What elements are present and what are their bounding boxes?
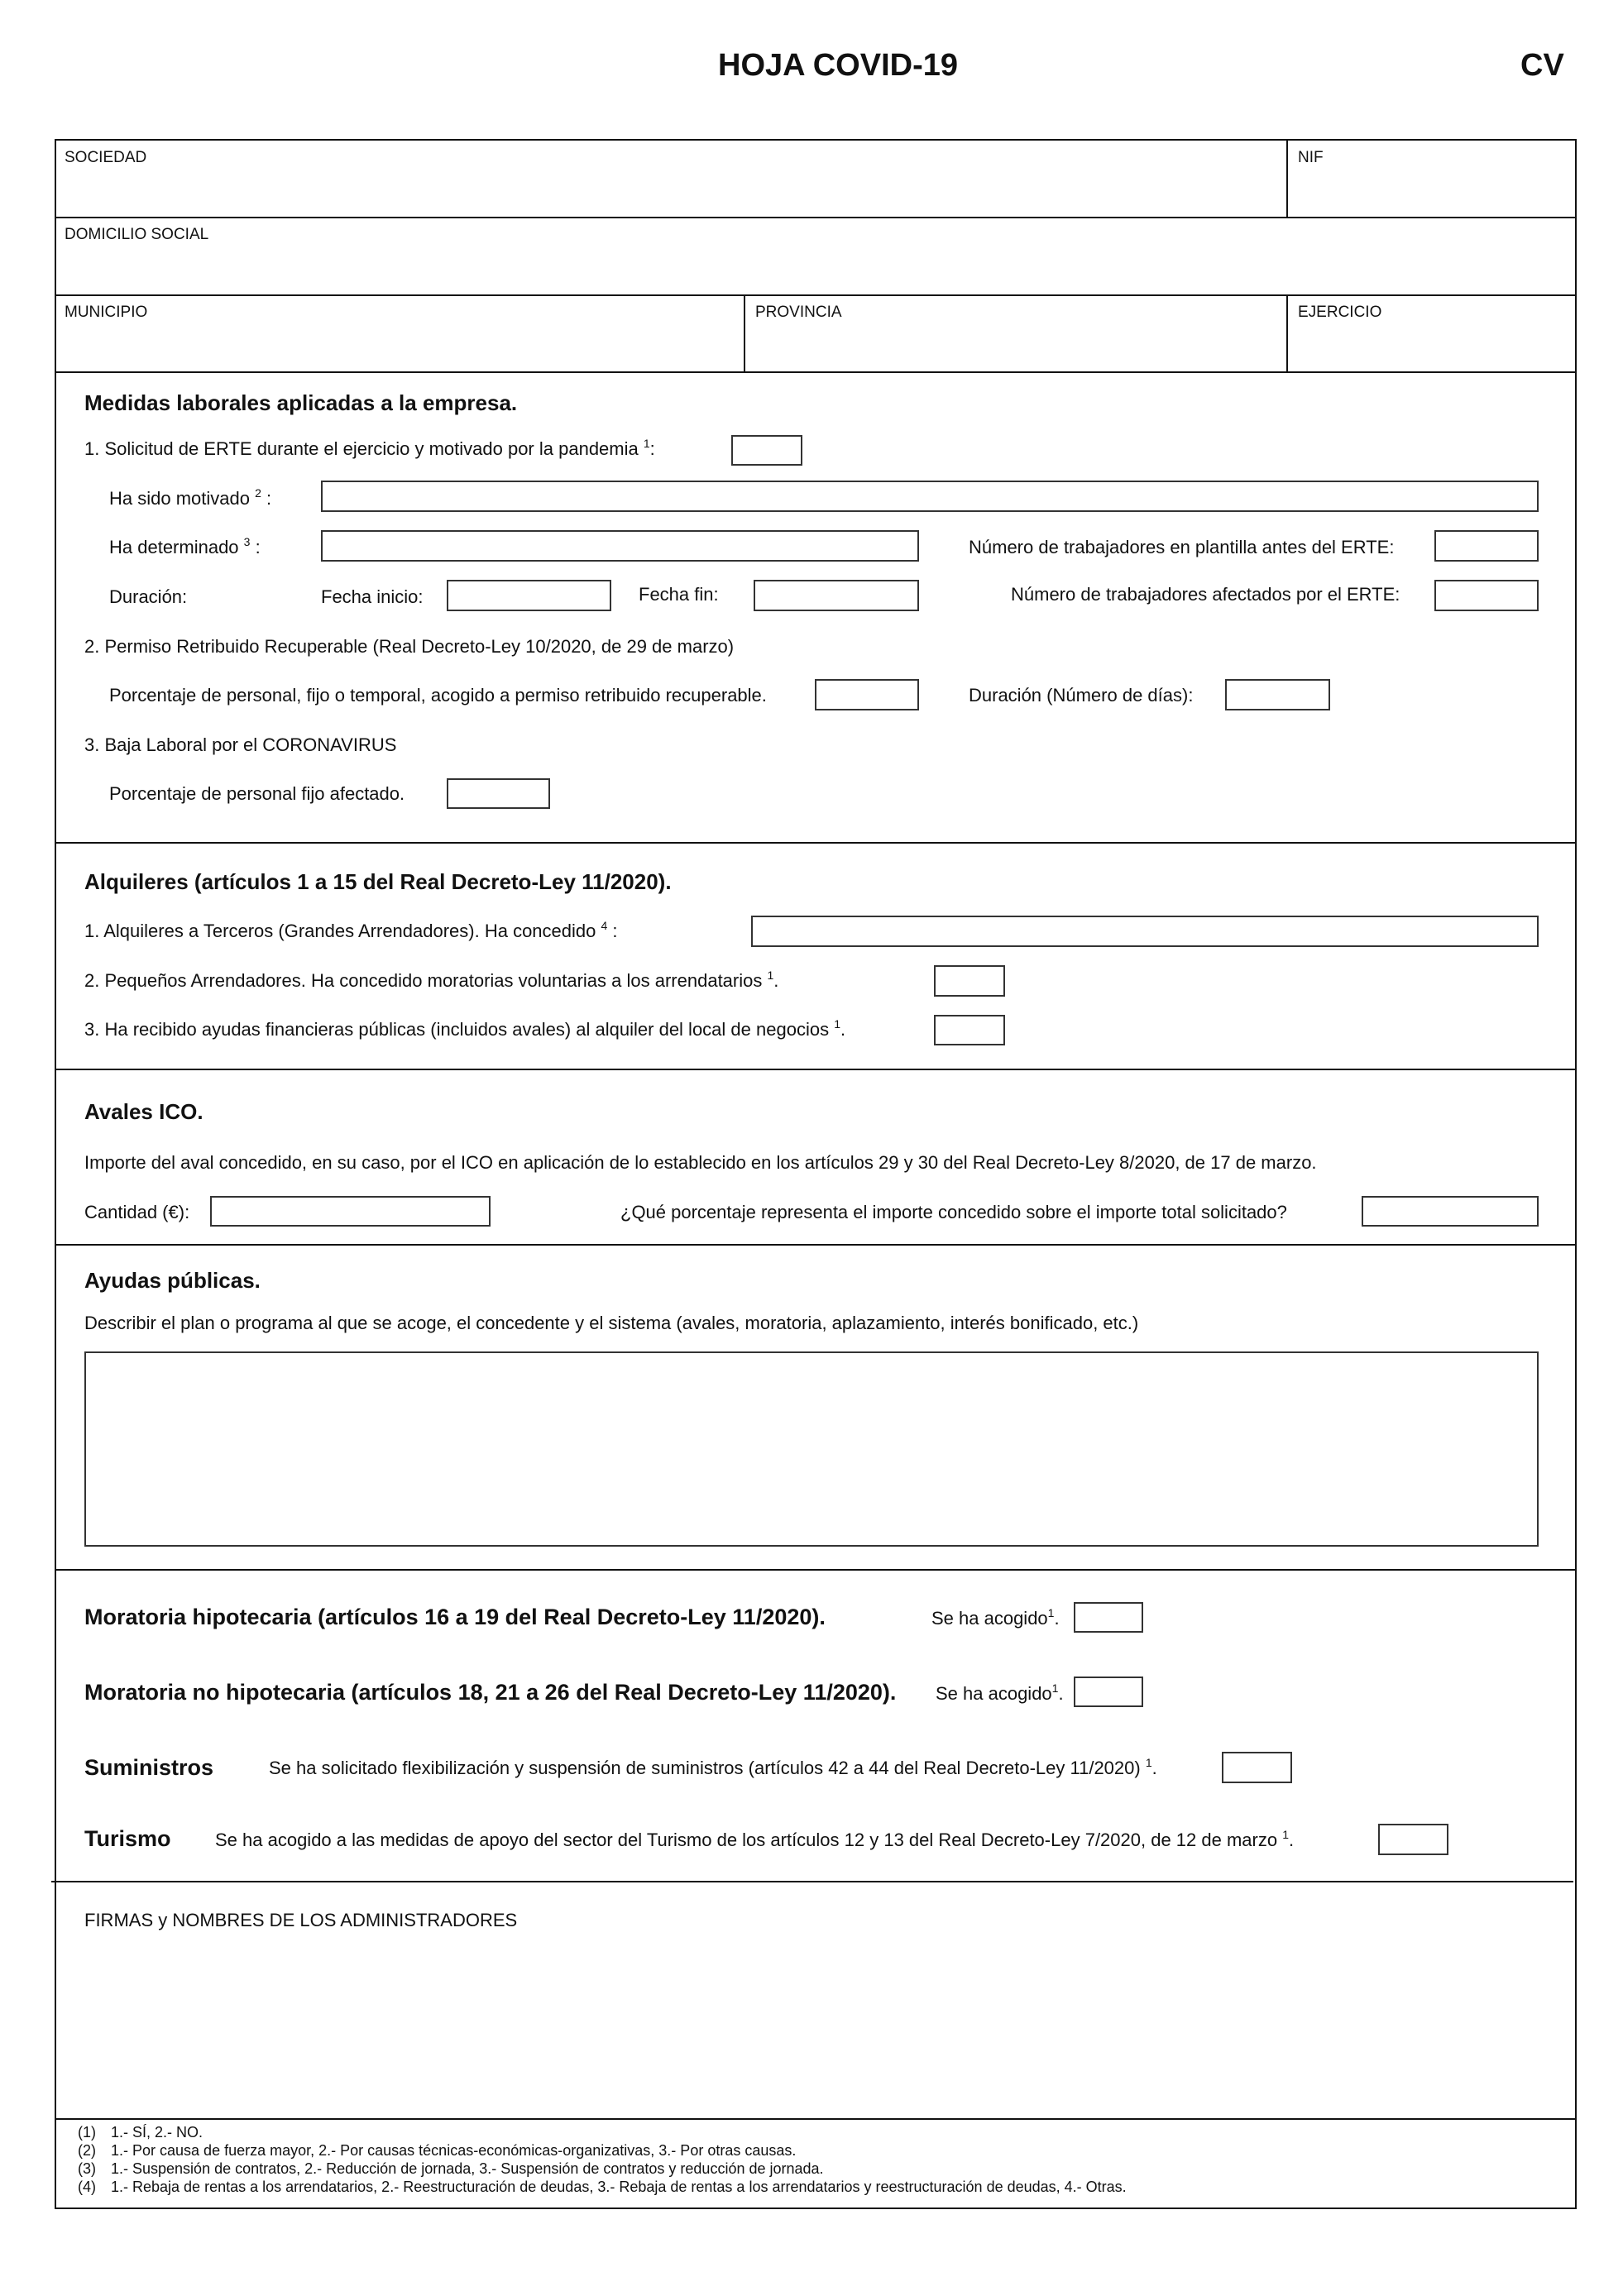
divider — [1286, 294, 1288, 371]
porcentaje-aval-input[interactable] — [1362, 1196, 1539, 1227]
municipio-label: MUNICIPIO — [65, 304, 148, 321]
divider — [55, 842, 1577, 844]
permiso-question: 2. Permiso Retribuido Recuperable (Real Decreto-Ley 10/2020, de 29 de marzo) — [84, 636, 735, 657]
footnote-item: (2) 1.- Por causa de fuerza mayor, 2.- Por causas técnicas-económicas-organizativas, 3.- Por otras causas. — [78, 2142, 797, 2159]
moratoria-hipotecaria-input[interactable] — [1074, 1602, 1143, 1633]
erte-solicitud-input[interactable] — [731, 435, 802, 466]
firmas-label: FIRMAS y NOMBRES DE LOS ADMINISTRADORES — [84, 1910, 518, 1930]
sociedad-field[interactable] — [58, 170, 1282, 213]
sociedad-label: SOCIEDAD — [65, 149, 147, 166]
divider — [55, 2118, 1577, 2120]
porcentaje-fijo-label: Porcentaje de personal fijo afectado. — [109, 783, 405, 804]
erte-question: 1. Solicitud de ERTE durante el ejercicio y motivado por la pandemia $^1$: — [84, 437, 655, 459]
nif-field[interactable] — [1290, 170, 1572, 213]
municipio-field[interactable] — [58, 324, 740, 367]
divider — [55, 294, 1577, 296]
baja-question: 3. Baja Laboral por el CORONAVIRUS — [84, 734, 397, 755]
duracion-dias-label: Duración (Número de días): — [969, 685, 1194, 706]
motivado-label: Ha sido motivado $^2$ : — [109, 486, 272, 509]
ayudas-textarea[interactable] — [84, 1351, 1539, 1547]
pequenos-arrendadores-input[interactable] — [934, 965, 1005, 997]
divider — [1286, 139, 1288, 217]
moratoria-no-hipotecaria-input[interactable] — [1074, 1677, 1143, 1707]
provincia-field[interactable] — [748, 324, 1281, 367]
alquileres-terceros-label: 1. Alquileres a Terceros (Grandes Arrendadores). Ha concedido $^4$ : — [84, 919, 618, 941]
trabajadores-afectados-input[interactable] — [1434, 580, 1539, 611]
ayudas-alquiler-label: 3. Ha recibido ayudas financieras públicas (incluidos avales) al alquiler del local de negocios $^1$. — [84, 1017, 846, 1040]
suministros-input[interactable] — [1222, 1752, 1292, 1783]
ejercicio-label: EJERCICIO — [1298, 304, 1382, 321]
cantidad-input[interactable] — [210, 1196, 491, 1227]
duracion-label: Duración: — [109, 586, 188, 607]
ayudas-alquiler-input[interactable] — [934, 1015, 1005, 1045]
turismo-label: Se ha acogido a las medidas de apoyo del sector del Turismo de los artículos 12 y 13 del Real Decreto-Ley 7/2020, de 12 de marzo $^1$. — [215, 1828, 1295, 1850]
trabajadores-antes-input[interactable] — [1434, 530, 1539, 562]
duracion-dias-input[interactable] — [1225, 679, 1330, 710]
moratoria-no-hipotecaria-heading: Moratoria no hipotecaria (artículos 18, 21 a 26 del Real Decreto-Ley 11/2020). — [84, 1680, 897, 1705]
fecha-inicio-input[interactable] — [447, 580, 611, 611]
ayudas-heading: Ayudas públicas. — [84, 1268, 261, 1293]
divider — [55, 217, 1577, 218]
alquileres-terceros-input[interactable] — [751, 916, 1539, 947]
avales-description: Importe del aval concedido, en su caso, por el ICO en aplicación de lo establecido en los artículos 29 y 30 del Real Decreto-Ley 8/2020, de 17 de marzo. — [84, 1152, 1317, 1173]
footnote-item: (3) 1.- Suspensión de contratos, 2.- Reducción de jornada, 3.- Suspensión de contratos y reducción de jornada. — [78, 2160, 824, 2177]
suministros-heading: Suministros — [84, 1755, 214, 1780]
ayudas-description: Describir el plan o programa al que se acoge, el concedente y el sistema (avales, moratoria, aplazamiento, interés bonificado, etc.) — [84, 1313, 1139, 1333]
moratoria-hipotecaria-label: Se ha acogido$^1$. — [931, 1606, 1060, 1629]
suministros-label: Se ha solicitado flexibilización y suspensión de suministros (artículos 42 a 44 del Real Decreto-Ley 11/2020) $^1$. — [269, 1756, 1157, 1778]
trabajadores-antes-label: Número de trabajadores en plantilla antes del ERTE: — [969, 537, 1395, 557]
trabajadores-afectados-label: Número de trabajadores afectados por el ERTE: — [1011, 584, 1400, 605]
divider — [51, 1881, 1573, 1882]
fecha-fin-label: Fecha fin: — [639, 584, 719, 605]
determinado-input[interactable] — [321, 530, 919, 562]
divider — [55, 371, 1577, 373]
footnotes — [78, 2123, 1127, 2196]
footnote-item: (4) 1.- Rebaja de rentas a los arrendatarios, 2.- Reestructuración de deudas, 3.- Rebaja de rentas a los arrendatarios y reestructuración de deudas, 4.- Otras. — [78, 2179, 1127, 2195]
moratoria-no-hipotecaria-label: Se ha acogido$^1$. — [936, 1681, 1064, 1704]
cantidad-label: Cantidad (€): — [84, 1202, 190, 1222]
alquileres-heading: Alquileres (artículos 1 a 15 del Real Decreto-Ley 11/2020). — [84, 869, 672, 894]
moratoria-hipotecaria-heading: Moratoria hipotecaria (artículos 16 a 19 del Real Decreto-Ley 11/2020). — [84, 1605, 826, 1629]
laborales-heading: Medidas laborales aplicadas a la empresa. — [84, 390, 518, 415]
fecha-fin-input[interactable] — [754, 580, 919, 611]
footnote-item: (1) 1.- SÍ, 2.- NO. — [78, 2124, 203, 2141]
turismo-heading: Turismo — [84, 1826, 171, 1851]
firmas-area[interactable] — [58, 1935, 1572, 2113]
nif-label: NIF — [1298, 149, 1324, 166]
porcentaje-aval-label: ¿Qué porcentaje representa el importe concedido sobre el importe total solicitado? — [620, 1202, 1287, 1222]
domicilio-label: DOMICILIO SOCIAL — [65, 226, 209, 243]
divider — [55, 1069, 1577, 1070]
avales-heading: Avales ICO. — [84, 1099, 203, 1124]
porcentaje-permiso-input[interactable] — [815, 679, 919, 710]
domicilio-field[interactable] — [58, 246, 1572, 289]
motivado-input[interactable] — [321, 481, 1539, 512]
porcentaje-permiso-label: Porcentaje de personal, fijo o temporal, acogido a permiso retribuido recuperable. — [109, 685, 767, 706]
divider — [744, 294, 745, 371]
divider — [55, 1244, 1577, 1246]
page-title: HOJA COVID-19 — [718, 48, 958, 83]
provincia-label: PROVINCIA — [755, 304, 842, 321]
ejercicio-field[interactable] — [1290, 324, 1572, 367]
determinado-label: Ha determinado $^3$ : — [109, 535, 261, 557]
divider — [55, 1569, 1577, 1571]
turismo-input[interactable] — [1378, 1824, 1448, 1855]
pequenos-arrendadores-label: 2. Pequeños Arrendadores. Ha concedido moratorias voluntarias a los arrendatarios $^1$. — [84, 969, 779, 991]
porcentaje-fijo-input[interactable] — [447, 778, 550, 809]
form-code: CV — [1520, 48, 1564, 83]
fecha-inicio-label: Fecha inicio: — [321, 586, 424, 607]
